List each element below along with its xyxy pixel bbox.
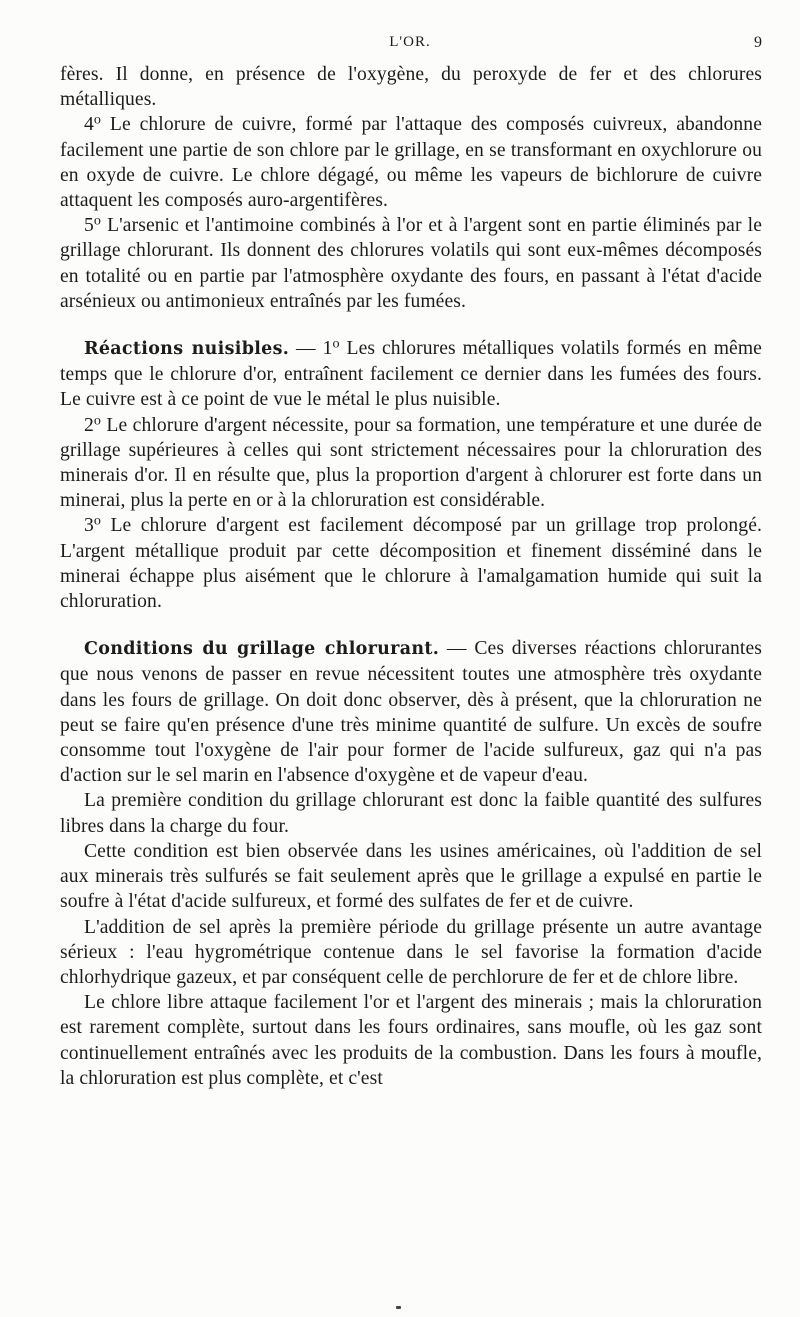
- paragraph: L'addition de sel après la première période du grillage présente un autre avantage sérieux : l'eau hygrométrique contenue dans le sel favorise la formation d'acide chlorhydrique gazeux, et par conséquent celle de perchlorure de fer et de chlore libre.: [60, 916, 762, 988]
- ordinal-mark: o: [93, 112, 102, 129]
- item-number: 1: [322, 338, 333, 360]
- paragraph-text: Le chlorure d'argent nécessite, pour sa formation, une température et une durée de grillage supérieures à celles qui sont strictement nécessaires pour la chloruration des minerais d'or. Il en résulte que, plus la proportion d'argent à chlorurer est forte dans un minerai, plus la perte en or à la chloruration est considérable.: [60, 414, 762, 512]
- section-heading: Réactions nuisibles.: [84, 339, 290, 360]
- paragraph-text: Le chlorure d'argent est facilement décomposé par un grillage trop prolongé. L'argent métallique produit par cette décomposition et finement disséminé dans le minerai échappe plus aisément que le chlorure à l'amalgamation humide qui suit la chloruration.: [60, 515, 762, 613]
- section-heading: Conditions du grillage chlorurant.: [84, 639, 440, 660]
- running-head: [60, 34, 760, 56]
- bottom-ink-mark: [396, 1306, 401, 1309]
- page-number: 9: [754, 34, 762, 51]
- paragraph-text: Le chlorure de cuivre, formé par l'attaque des composés cuivreux, abandonne facilement une partie de son chlore par le grillage, en se transformant en oxychlorure ou en oxyde de cuivre. Le chlore dégagé, ou même les vapeurs de bichlorure de cuivre attaquent les composés auro-argentifères.: [60, 114, 762, 212]
- ordinal-mark: o: [332, 335, 340, 352]
- paragraph-text: Les chlorures métalliques volatils formés en même temps que le chlorure d'or, entraînent facilement ce dernier dans les fumées des fours. Le cuivre est à ce point de vue le métal le plus nuisible.: [60, 338, 762, 411]
- item-number: 5: [84, 215, 94, 237]
- paragraph-text: L'arsenic et l'antimoine combinés à l'or et à l'argent sont en partie éliminés par le grillage chlorurant. Ils donnent des chlorures volatils qui sont eux-mêmes décomposés en totalité ou en partie par l'atmosphère oxydante des fours, en passant à l'état d'acide arsénieux ou antimonieux entraînés par les fumées.: [60, 215, 762, 312]
- item-number: 3: [84, 515, 94, 537]
- paragraph: Le chlore libre attaque facilement l'or et l'argent des minerais ; mais la chloruration est rarement complète, surtout dans les fours ordinaires, sans moufle, où les gaz sont continuellement entraînés avec les produits de la combustion. Dans les fours à moufle, la chloruration est plus complète, et c'est: [60, 992, 762, 1089]
- paragraph: La première condition du grillage chlorurant est donc la faible quantité des sulfures libres dans la charge du four.: [60, 790, 762, 837]
- ordinal-mark: o: [93, 412, 102, 429]
- item-number: 2: [84, 414, 94, 436]
- section-reactions-nuisibles: [60, 336, 762, 413]
- ordinal-mark: o: [93, 513, 102, 530]
- paragraph: Cette condition est bien observée dans les usines américaines, où l'addition de sel aux minerais très sulfurés se fait seulement après que le grillage a expulsé en partie le soufre à l'état d'acide sulfureux, et formé des sulfates de fer et de cuivre.: [60, 840, 762, 913]
- body-text: [60, 62, 762, 1091]
- paragraph-text: — Ces diverses réactions chlorurantes que nous venons de passer en revue nécessitent toutes une atmosphère très oxydante dans les fours de grillage. On doit donc observer, dès à présent, que la chloruration ne peut se faire qu'en présence d'une très minime quantité de sulfure. Un excès de soufre consomme tout l'oxygène de l'air pour former de l'acide sulfureux, gaz qui n'a pas d'action sur le sel marin en l'absence d'oxygène et de vapeur d'eau.: [60, 638, 763, 787]
- paragraph-item-2: [60, 413, 762, 514]
- paragraph-item-3: [60, 513, 762, 614]
- ordinal-mark: o: [93, 212, 102, 229]
- running-title: L'OR.: [389, 34, 431, 50]
- section-conditions-grillage: [60, 636, 762, 788]
- item-number: 4: [84, 114, 94, 136]
- paragraph-item-4: [60, 112, 762, 213]
- paragraph-continuation: fères. Il donne, en présence de l'oxygène, du peroxyde de fer et des chlorures métalliques.: [60, 64, 762, 111]
- heading-dash: —: [289, 338, 323, 360]
- paragraph-item-5: [60, 213, 762, 314]
